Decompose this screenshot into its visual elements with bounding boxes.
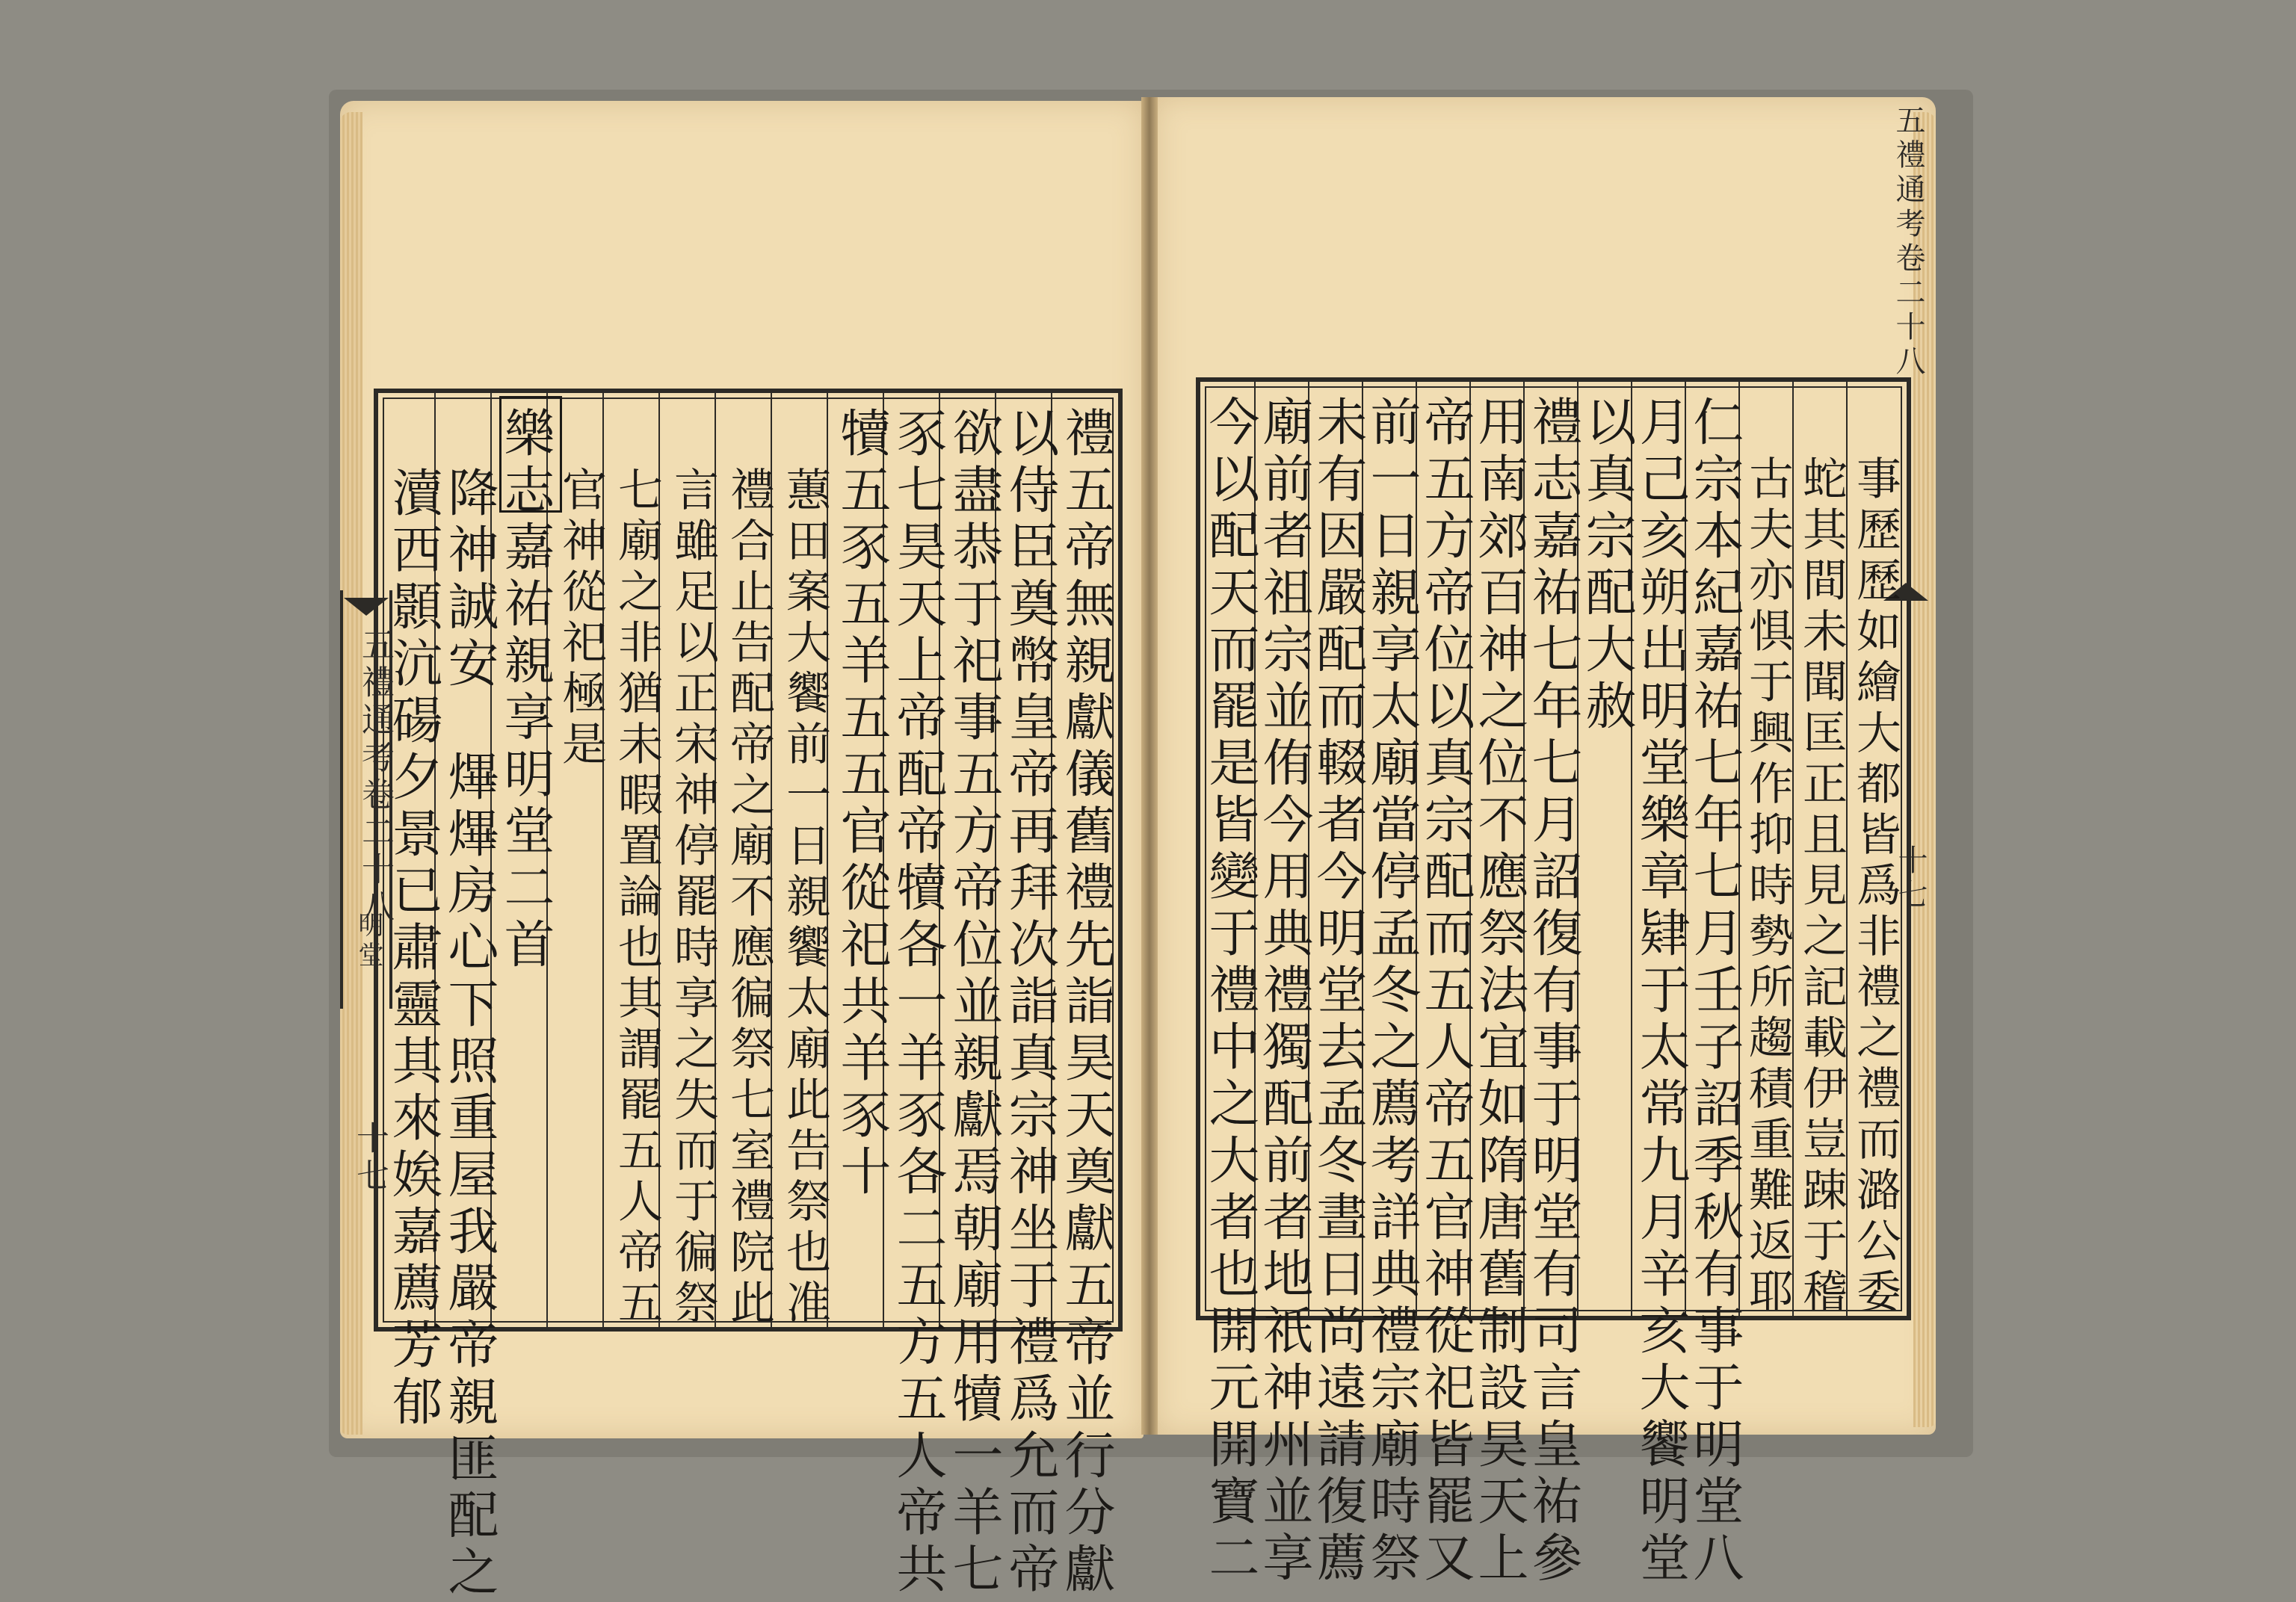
left-column-2: 以侍臣奠幣皇帝再拜次詣真宗神坐于禮爲允而帝 bbox=[1000, 406, 1059, 1599]
left-column-6: 蕙田案大饗前一日親饗太廟此告祭也准 bbox=[779, 466, 831, 1330]
right-column-11: 未有因嚴配而輟者今明堂去孟冬晝日尚遠請復薦 bbox=[1308, 395, 1367, 1588]
right-column-2: 蛇其間未聞匡正且見之記載伊豈踈于稽 bbox=[1795, 455, 1848, 1319]
right-column-10: 前一日親享太廟當停孟冬之薦考詳典禮宗廟時祭 bbox=[1362, 395, 1421, 1588]
music-treatise-heading-box bbox=[499, 396, 562, 513]
right-text-frame bbox=[1196, 377, 1911, 1588]
right-column-5: 月己亥朔出明堂樂章肄于太常九月辛亥大饗明堂 bbox=[1631, 395, 1690, 1588]
book-gutter bbox=[1141, 97, 1158, 1435]
left-folio-title: 五禮通考卷二十八 bbox=[356, 628, 394, 927]
left-column-1: 禮五帝無親獻儀舊禮先詣昊天奠獻五帝並行分獻 bbox=[1056, 406, 1115, 1599]
left-folio-leaf: 十七 bbox=[351, 1121, 389, 1196]
left-column-4: 豕七昊天上帝配帝犢各一羊豕各二五方五人帝共 bbox=[888, 406, 947, 1599]
right-column-7: 禮志嘉祐七年七月詔復有事于明堂有司言皇祐參 bbox=[1523, 395, 1582, 1588]
left-column-13: 瀆西顥沆碭夕景已肅靈其來娭嘉薦芳郁 bbox=[383, 466, 442, 1432]
left-column-7: 禮合止告配帝之廟不應徧祭七室禮院此 bbox=[723, 466, 775, 1330]
left-column-5: 犢五豕五羊五五官從祀共羊豕十 bbox=[832, 406, 891, 1202]
right-column-9: 帝五方帝位以真宗配而五人帝五官神從祀皆罷又 bbox=[1416, 395, 1475, 1588]
right-column-3: 古夫亦惧于興作抑時勢所趨積重難返耶 bbox=[1741, 455, 1794, 1319]
left-column-11: 樂志嘉祐親享明堂二首 bbox=[496, 406, 555, 974]
right-column-8: 用南郊百神之位不應祭法宜如隋唐舊制設昊天上 bbox=[1469, 395, 1528, 1588]
left-column-3: 欲盡恭于祀事五方帝位並親獻焉朝廟用犢一羊七 bbox=[944, 406, 1003, 1599]
left-folio-section: 明堂 bbox=[354, 912, 383, 971]
left-text-frame bbox=[374, 389, 1123, 1602]
right-folio-title: 五禮通考卷二十八 bbox=[1891, 105, 1925, 380]
left-column-12: 降神誠安 熚熚房心下照重屋我嚴帝親匪配之 bbox=[439, 466, 499, 1602]
right-column-6: 以真宗配大赦 bbox=[1577, 395, 1636, 736]
left-column-8: 言雖足以正宋神停罷時享之失而于徧祭 bbox=[667, 466, 719, 1330]
right-folio-leaf: 十七 bbox=[1893, 844, 1928, 913]
left-column-9: 七廟之非猶未暇置論也其謂罷五人帝五 bbox=[611, 466, 663, 1330]
right-column-13: 今以配天而罷是皆變于禮中之大者也開元開寶二 bbox=[1200, 395, 1259, 1588]
right-column-1: 事歷歷如繪大都皆爲非禮之禮而潞公委 bbox=[1849, 455, 1901, 1319]
right-column-12: 廟前者祖宗並侑今用典禮獨配前者地祇神州並享 bbox=[1254, 395, 1313, 1588]
left-column-10: 官神從祀極是 bbox=[555, 466, 607, 771]
right-column-4: 仁宗本紀嘉祐七年七月壬子詔季秋有事于明堂八 bbox=[1685, 395, 1744, 1588]
